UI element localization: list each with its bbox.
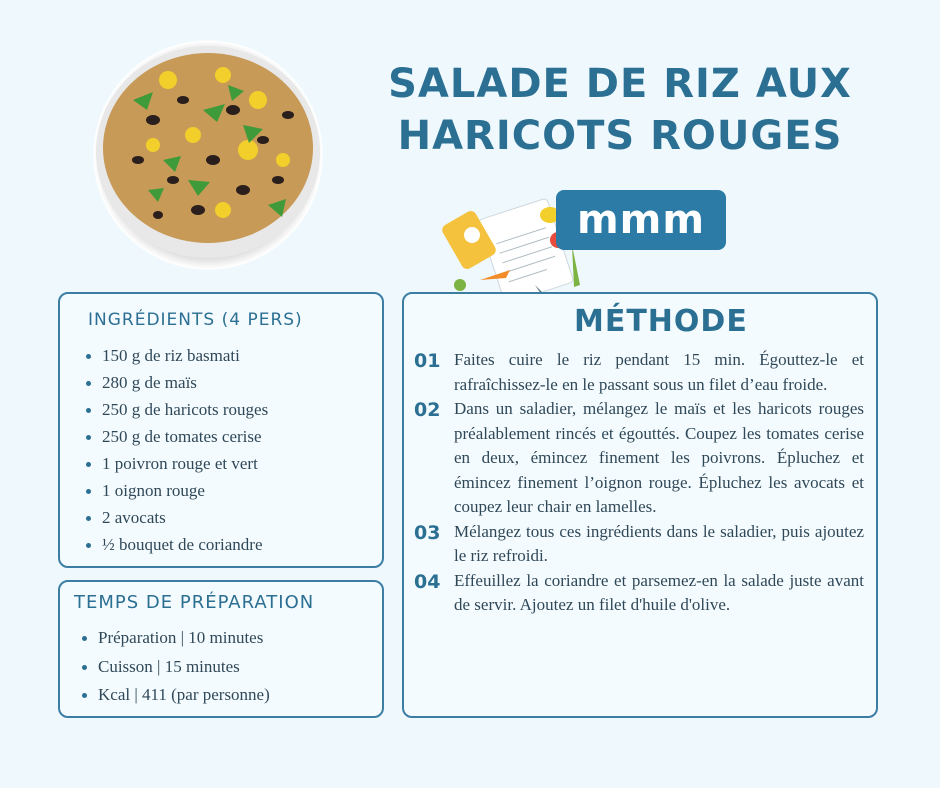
list-item: 150 g de riz basmati: [84, 342, 268, 369]
salad-photo: [93, 40, 323, 270]
list-item: 1 oignon rouge: [84, 477, 268, 504]
mmm-badge: mmm: [556, 190, 726, 250]
step-number: 03: [414, 521, 441, 544]
method-step: [414, 397, 864, 520]
step-text: Faites cuire le riz pendant 15 min. Égouttez-le et rafraîchissez-le en le passant sous un filet d’eau froide.: [454, 350, 864, 394]
list-item: 250 g de haricots rouges: [84, 396, 268, 423]
step-number: 04: [414, 570, 441, 593]
list-item: 280 g de maïs: [84, 369, 268, 396]
title-line-2: HARICOTS ROUGES: [397, 113, 843, 159]
prep-time-card: [58, 580, 384, 718]
list-item: 1 poivron rouge et vert: [84, 450, 268, 477]
ingredients-title: INGRÉDIENTS (4 PERS): [88, 310, 303, 330]
method-card: [402, 292, 878, 718]
list-item: ½ bouquet de coriandre: [84, 531, 268, 558]
step-number: 01: [414, 350, 441, 372]
list-item: Kcal | 411 (par personne): [80, 681, 270, 710]
step-text: Dans un saladier, mélangez le maïs et les haricots rouges préalablement rincés et égouttés. Coupez les tomates cerise en deux, émincez finement les poivrons. Épluchez et émincez finement l’oignon rouge. Épluchez les avocats et coupez leur chair en lamelles.: [454, 399, 864, 516]
list-item: 2 avocats: [84, 504, 268, 531]
method-steps: [414, 348, 864, 618]
method-step: [414, 569, 864, 618]
ingredients-card: [58, 292, 384, 568]
step-number: 02: [414, 399, 441, 421]
list-item: Préparation | 10 minutes: [80, 624, 270, 653]
recipe-title: [360, 58, 880, 162]
method-step: [414, 520, 864, 569]
ingredients-list: [84, 342, 268, 558]
prep-time-title: TEMPS DE PRÉPARATION: [74, 592, 315, 613]
prep-time-list: [80, 624, 270, 710]
method-step: [414, 348, 864, 397]
step-text: Effeuillez la coriandre et parsemez-en la salade juste avant de servir. Ajoutez un filet d'huile d'olive.: [454, 570, 864, 614]
title-line-1: SALADE DE RIZ AUX: [388, 61, 852, 107]
list-item: 250 g de tomates cerise: [84, 423, 268, 450]
list-item: Cuisson | 15 minutes: [80, 653, 270, 682]
method-title: MÉTHODE: [574, 304, 748, 339]
step-text: Mélangez tous ces ingrédients dans le saladier, puis ajoutez le riz refroidi.: [454, 521, 864, 565]
